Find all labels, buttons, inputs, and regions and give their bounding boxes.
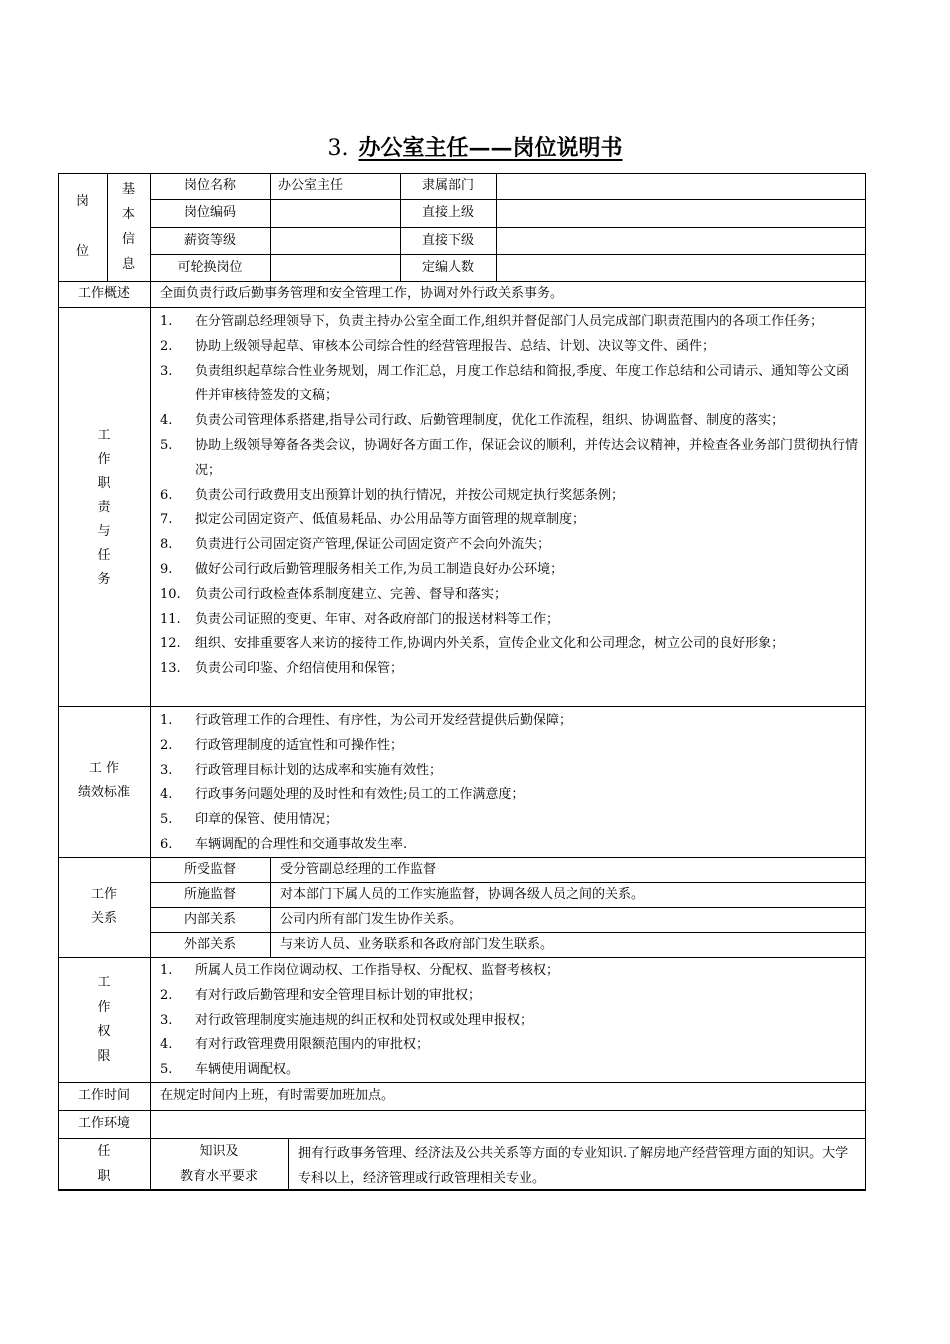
label-line: 绩效标准 xyxy=(77,785,130,800)
label-char: 限 xyxy=(97,1048,111,1064)
list-item xyxy=(160,1009,860,1034)
rule xyxy=(150,882,866,883)
item-text: 负责组织起草综合性业务规划，周工作汇总，月度工作总结和简报,季度、年度工作总结和公司请示、通知等公文函件并审核待签发的文稿； xyxy=(195,363,850,404)
rule xyxy=(270,857,271,957)
section-label-worktime: 工作时间 xyxy=(77,1088,130,1103)
label-char: 权 xyxy=(97,1024,111,1039)
item-number: 3. xyxy=(160,1012,173,1028)
list-item xyxy=(160,558,860,583)
label-char: 任 xyxy=(97,548,111,563)
item-number: 5. xyxy=(160,812,173,828)
field-label: 可轮换岗位 xyxy=(177,260,243,275)
list-item xyxy=(160,1033,860,1058)
rule xyxy=(150,932,866,933)
rule xyxy=(150,199,866,200)
list-item xyxy=(160,783,860,808)
relation-value: 对本部门下属人员的工作实施监督，协调各级人员之间的关系。 xyxy=(280,887,645,902)
rule xyxy=(288,1138,289,1191)
list-item xyxy=(160,434,860,484)
list-item xyxy=(160,335,860,360)
item-text: 组织、安排重要客人来访的接待工作,协调内外关系，宣传企业文化和公司理念，树立公司的良好形象； xyxy=(195,636,785,652)
section-sublabel: 息 xyxy=(121,257,135,272)
item-text: 负责公司印鉴、介绍信使用和保管； xyxy=(195,661,404,677)
authority-list xyxy=(160,959,860,1083)
list-item xyxy=(160,409,860,434)
list-item xyxy=(160,959,860,984)
section-label-duties xyxy=(58,424,150,592)
label-char: 职 xyxy=(97,476,111,491)
list-item xyxy=(160,533,860,558)
item-number: 3. xyxy=(160,762,173,778)
item-text: 车辆使用调配权。 xyxy=(195,1062,300,1078)
qualification-sublabel: 教育水平要求 xyxy=(179,1169,258,1184)
relation-label: 外部关系 xyxy=(183,937,236,952)
page-title xyxy=(0,132,950,165)
rule xyxy=(58,706,866,707)
item-text: 拟定公司固定资产、低值易耗品、办公用品等方面管理的规章制度； xyxy=(195,512,586,528)
item-number: 4. xyxy=(160,787,173,803)
item-text: 印章的保管、使用情况； xyxy=(195,812,339,828)
item-number: 7. xyxy=(160,512,173,528)
list-item xyxy=(160,734,860,759)
label-line: 工作 xyxy=(90,887,117,902)
item-number: 2. xyxy=(160,338,173,354)
field-label: 岗位编码 xyxy=(183,205,236,220)
section-label-qualification: 任 xyxy=(97,1144,111,1159)
rule xyxy=(58,1138,866,1139)
item-number: 1. xyxy=(160,963,173,978)
section-sublabel: 信 xyxy=(121,232,135,247)
item-text: 所属人员工作岗位调动权、工作指导权、分配权、监督考核权； xyxy=(195,963,560,978)
label-char: 工 xyxy=(97,975,111,990)
item-number: 3. xyxy=(160,363,173,379)
label-char: 责 xyxy=(97,500,111,515)
rule xyxy=(58,281,866,282)
item-number: 2. xyxy=(160,737,173,753)
label-char: 作 xyxy=(97,999,111,1015)
label-char: 作 xyxy=(97,452,111,467)
section-label-environment: 工作环境 xyxy=(77,1116,130,1131)
list-item xyxy=(160,657,860,682)
item-text: 车辆调配的合理性和交通事故发生率. xyxy=(195,836,408,852)
section-label-performance xyxy=(58,757,150,805)
item-text: 做好公司行政后勤管理服务相关工作,为员工制造良好办公环境； xyxy=(195,561,564,577)
section-label-post: 岗 xyxy=(75,194,89,209)
list-item xyxy=(160,632,860,657)
field-label: 定编人数 xyxy=(421,260,474,275)
title-text: 办公室主任——岗位说明书 xyxy=(358,135,623,161)
list-item xyxy=(160,310,860,335)
rule xyxy=(150,227,866,228)
item-number: 2. xyxy=(160,987,173,1003)
list-item xyxy=(160,484,860,509)
rule xyxy=(150,907,866,908)
item-text: 负责公司行政费用支出预算计划的执行情况，并按公司规定执行奖惩条例； xyxy=(195,487,625,503)
field-label: 直接上级 xyxy=(421,205,474,220)
item-text: 协助上级领导起草、审核本公司综合性的经营管理报告、总结、计划、决议等文件、函件； xyxy=(195,338,716,354)
item-text: 在分管副总经理领导下，负责主持办公室全面工作,组织并督促部门人员完成部门职责范围内的各项工作任务； xyxy=(195,314,824,329)
item-text: 行政事务问题处理的及时性和有效性;员工的工作满意度； xyxy=(195,787,525,803)
worktime-text: 在规定时间内上班，有时需要加班加点。 xyxy=(160,1088,395,1103)
label-line: 工 作 xyxy=(88,761,120,776)
list-item xyxy=(160,833,860,858)
label-char: 务 xyxy=(97,572,111,587)
item-text: 对行政管理制度实施违规的纠正权和处罚权或处理申报权； xyxy=(195,1012,534,1028)
item-number: 12. xyxy=(160,636,181,652)
section-sublabel: 本 xyxy=(121,207,135,222)
relation-label: 所施监督 xyxy=(183,887,236,902)
field-value: 办公室主任 xyxy=(278,178,344,193)
item-text: 行政管理目标计划的达成率和实施有效性； xyxy=(195,762,443,778)
item-text: 负责公司行政检查体系制度建立、完善、督导和落实； xyxy=(195,586,508,602)
list-item xyxy=(160,1058,860,1083)
rule xyxy=(150,254,866,255)
section-label-relations xyxy=(58,883,150,931)
performance-list xyxy=(160,709,860,858)
item-number: 10. xyxy=(160,586,181,602)
label-char: 与 xyxy=(97,524,111,539)
label-line: 关系 xyxy=(90,911,117,926)
field-label: 隶属部门 xyxy=(421,178,474,193)
rule xyxy=(58,307,866,308)
item-number: 5. xyxy=(160,1062,173,1078)
field-label: 薪资等级 xyxy=(183,233,236,248)
item-number: 6. xyxy=(160,836,173,852)
rule xyxy=(150,173,151,1191)
list-item xyxy=(160,709,860,734)
rule xyxy=(270,173,271,281)
duties-list xyxy=(160,310,860,682)
relation-value: 受分管副总经理的工作监督 xyxy=(280,862,437,877)
item-number: 13. xyxy=(160,661,181,677)
section-label-qualification: 职 xyxy=(97,1169,111,1184)
item-number: 4. xyxy=(160,1037,173,1053)
relation-label: 内部关系 xyxy=(183,912,236,927)
title-number: 3. xyxy=(327,136,349,161)
item-text: 负责公司管理体系搭建,指导公司行政、后勤管理制度，优化工作流程，组织、协调监督、制度的落实； xyxy=(195,413,785,429)
rule xyxy=(58,957,866,958)
list-item xyxy=(160,984,860,1009)
item-number: 6. xyxy=(160,487,173,503)
section-sublabel: 基 xyxy=(121,182,135,197)
label-char: 工 xyxy=(97,428,111,443)
item-text: 负责进行公司固定资产管理,保证公司固定资产不会向外流失； xyxy=(195,537,551,553)
item-number: 8. xyxy=(160,537,173,553)
item-text: 有对行政管理费用限额范围内的审批权； xyxy=(195,1037,430,1053)
list-item xyxy=(160,508,860,533)
item-text: 有对行政后勤管理和安全管理目标计划的审批权； xyxy=(195,987,482,1003)
rule xyxy=(496,173,497,281)
list-item xyxy=(160,808,860,833)
relation-value: 与来访人员、业务联系和各政府部门发生联系。 xyxy=(280,937,554,952)
field-label: 岗位名称 xyxy=(183,178,236,193)
qualification-sublabel: 知识及 xyxy=(199,1144,239,1159)
item-number: 11. xyxy=(160,611,181,627)
list-item xyxy=(160,583,860,608)
item-text: 负责公司证照的变更、年审、对各政府部门的报送材料等工作； xyxy=(195,611,560,627)
item-number: 4. xyxy=(160,413,173,429)
section-label-overview: 工作概述 xyxy=(77,286,130,301)
rule xyxy=(58,1110,866,1111)
overview-text: 全面负责行政后勤事务管理和安全管理工作，协调对外行政关系事务。 xyxy=(160,286,564,301)
relation-value: 公司内所有部门发生协作关系。 xyxy=(280,912,463,927)
item-number: 1. xyxy=(160,713,173,728)
item-text: 行政管理制度的适宜性和可操作性； xyxy=(195,737,404,753)
list-item xyxy=(160,759,860,784)
field-label: 直接下级 xyxy=(421,233,474,248)
item-number: 1. xyxy=(160,314,173,329)
list-item xyxy=(160,360,860,410)
list-item xyxy=(160,608,860,633)
item-text: 协助上级领导筹备各类会议，协调好各方面工作，保证会议的顺利，并传达会议精神，并检查各业务部门贯彻执行情况； xyxy=(195,437,859,478)
item-text: 行政管理工作的合理性、有序性，为公司开发经营提供后勤保障； xyxy=(195,713,573,728)
section-label-post: 位 xyxy=(75,244,89,259)
qualification-text: 拥有行政事务管理、经济法及公共关系等方面的专业知识.了解房地产经营管理方面的知识。大学专科以上，经济管理或行政管理相关专业。 xyxy=(298,1146,849,1186)
section-label-authority xyxy=(58,971,150,1069)
item-number: 5. xyxy=(160,437,173,453)
item-number: 9. xyxy=(160,561,173,577)
relation-label: 所受监督 xyxy=(183,862,236,877)
